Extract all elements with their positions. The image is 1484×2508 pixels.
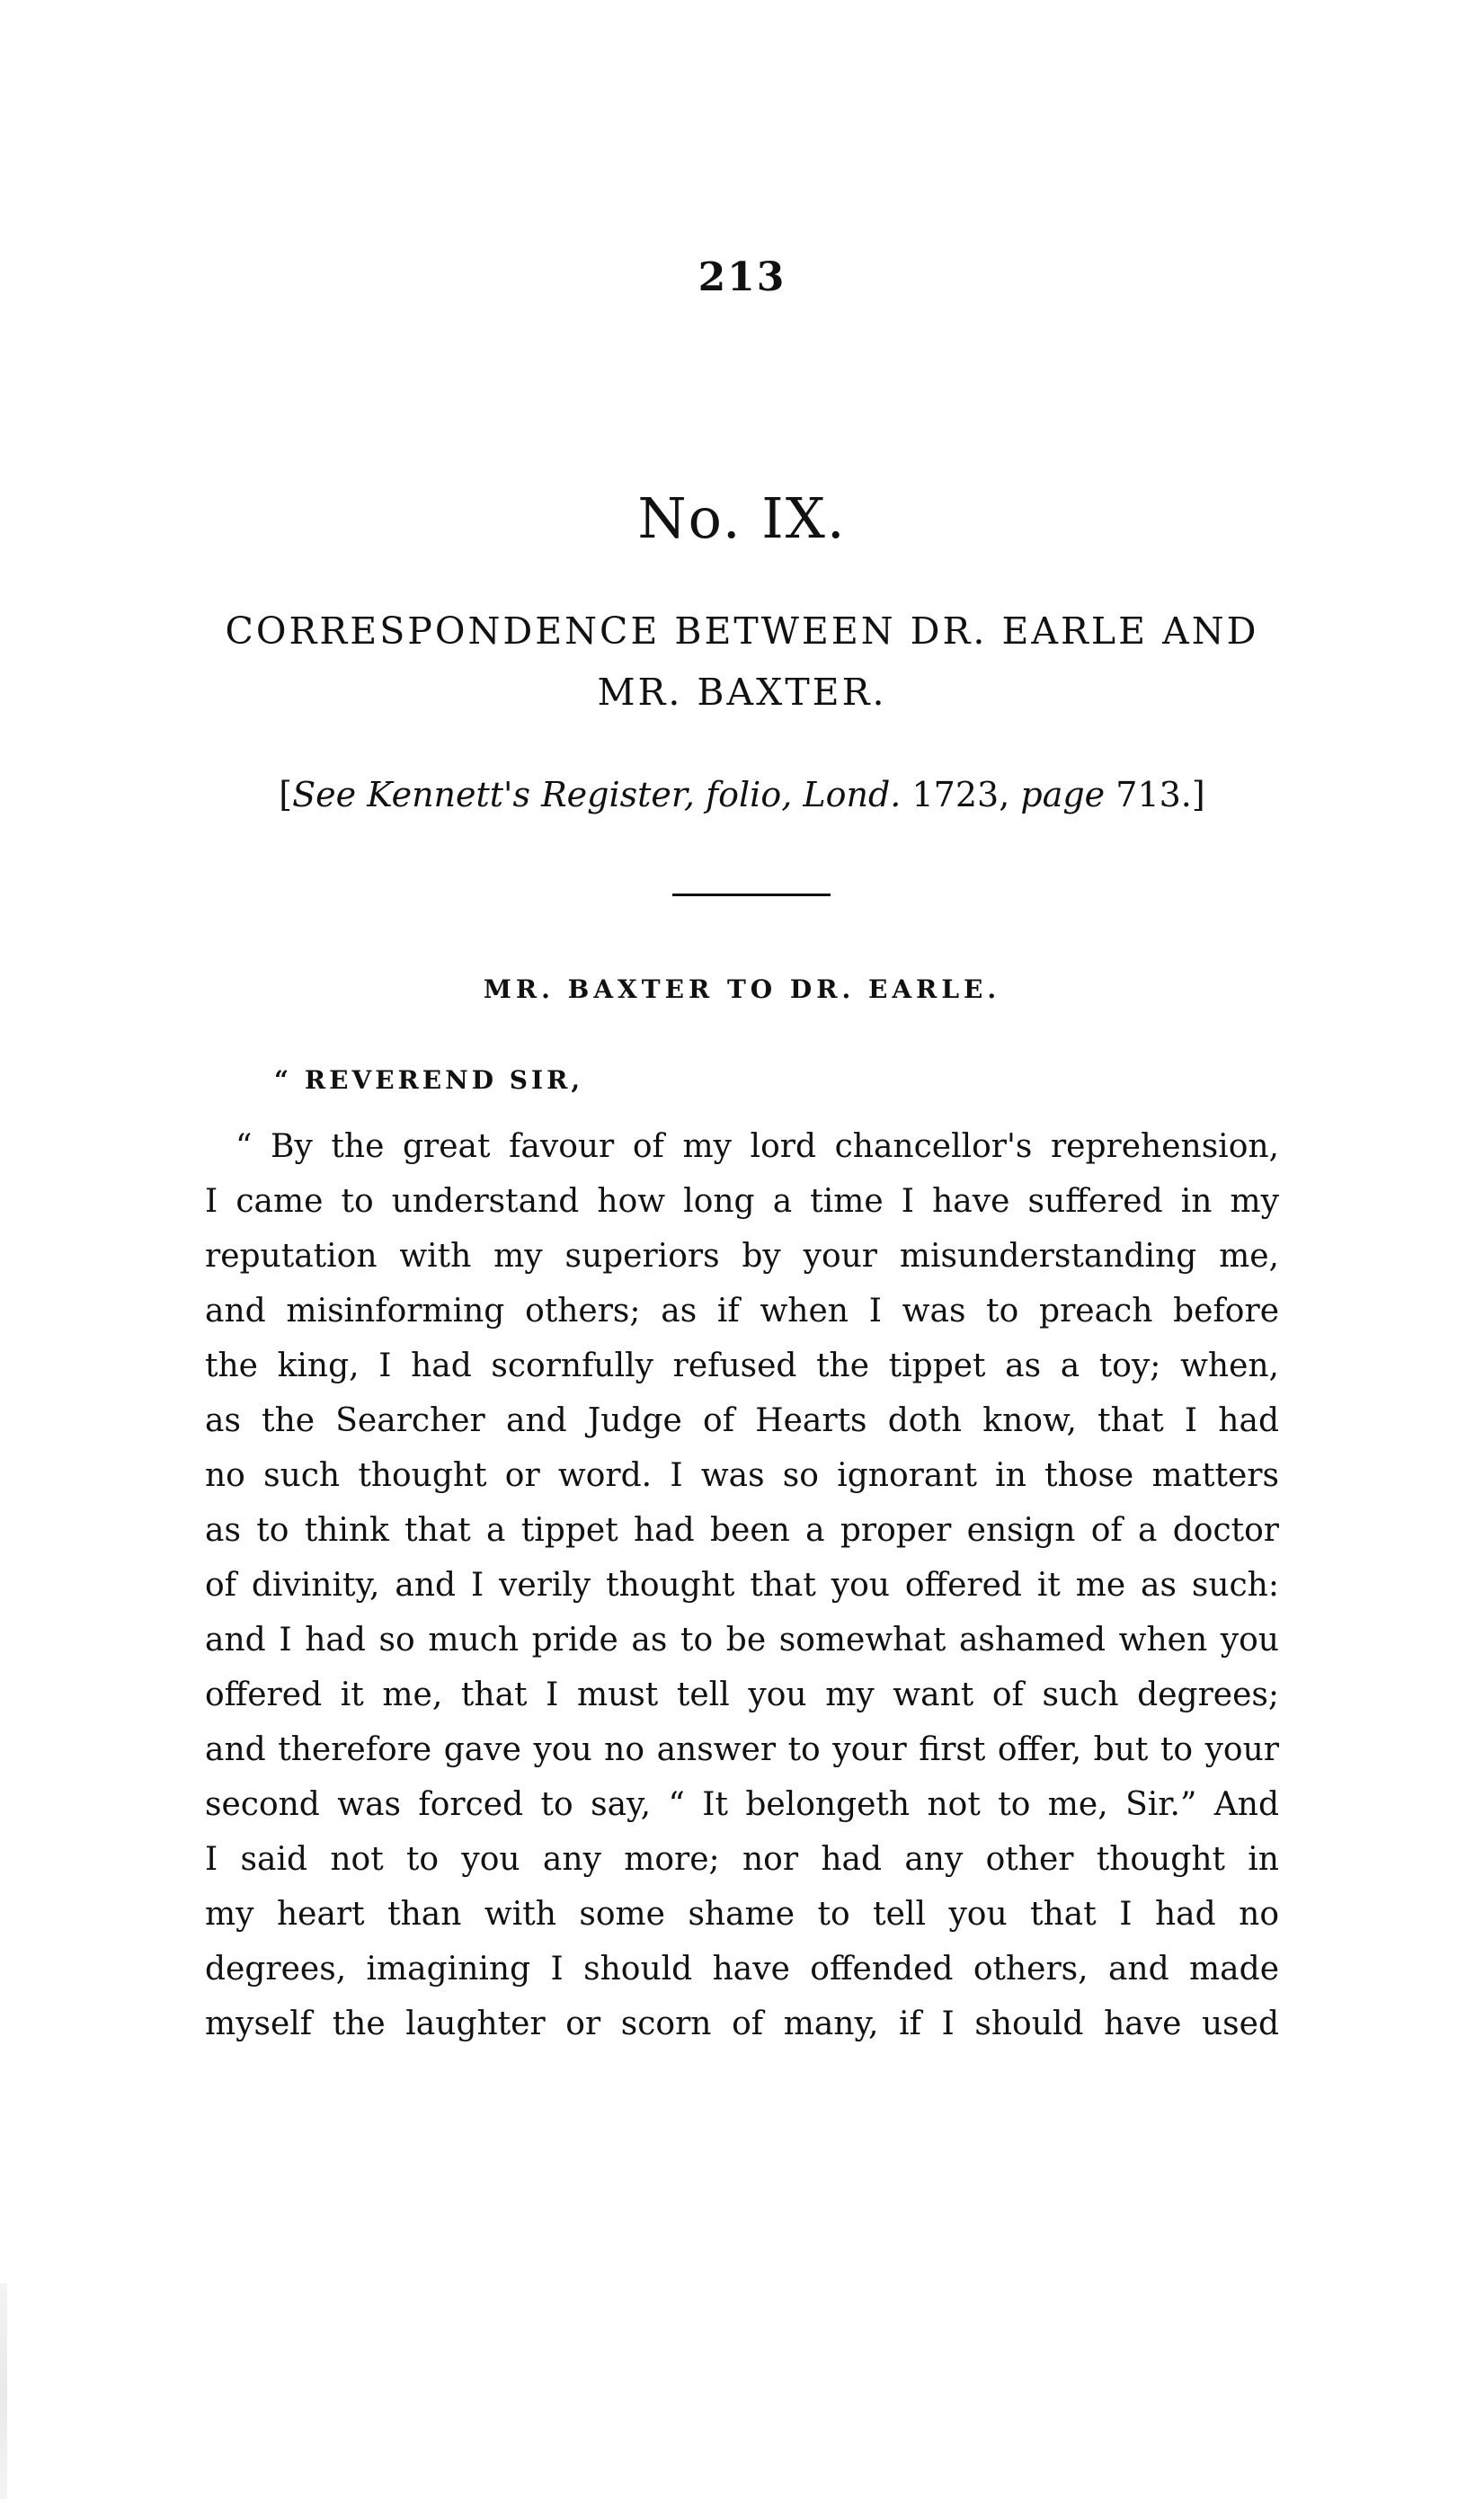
reference-register: See Kennett's Register, (292, 775, 695, 814)
letter-heading: MR. BAXTER TO DR. EARLE. (483, 974, 1001, 1004)
page-title (205, 600, 1279, 723)
scan-edge-artifact (0, 2283, 7, 2499)
body-line: of divinity, and I verily thought that you offered it me as such: (205, 1567, 1279, 1604)
body-line: the king, I had scornfully refused the tippet as a toy; when, (205, 1347, 1279, 1384)
body-line: offered it me, that I must tell you my want of such degrees; (205, 1676, 1279, 1713)
body-line: reputation with my superiors by your misunderstanding me, (205, 1238, 1279, 1275)
letter-salutation: “ REVEREND SIR, (274, 1065, 584, 1095)
body-line: as to think that a tippet had been a proper ensign of a doctor (205, 1512, 1279, 1549)
body-line: I came to understand how long a time I have suffered in my (205, 1183, 1279, 1220)
body-line: and misinforming others; as if when I was to preach before (205, 1293, 1279, 1330)
body-line: my heart than with some shame to tell you that I had no (205, 1896, 1279, 1933)
reference-page-label: page (1020, 775, 1106, 814)
body-line: no such thought or word. I was so ignorant in those matters (205, 1457, 1279, 1494)
reference-page-number: 713. (1115, 775, 1192, 814)
body-line: and I had so much pride as to be somewhat ashamed when you (205, 1622, 1279, 1659)
reference-lond: Lond. (803, 775, 902, 814)
source-reference (0, 775, 1484, 814)
title-line: MR. BAXTER. (597, 671, 887, 714)
body-line: second was forced to say, “ It belongeth not to me, Sir.” And (205, 1786, 1279, 1823)
reference-close-bracket: ] (1191, 775, 1205, 814)
page-number: 213 (698, 254, 786, 300)
title-line: CORRESPONDENCE BETWEEN DR. EARLE AND (225, 609, 1259, 653)
reference-folio: folio, (706, 775, 793, 814)
letter-body (205, 1119, 1279, 2051)
document-number: No. IX. (637, 485, 847, 551)
reference-year: 1723, (911, 775, 1010, 814)
body-line: degrees, imagining I should have offended others, and made (205, 1951, 1279, 1988)
body-line: “ By the great favour of my lord chancellor's reprehension, (235, 1128, 1279, 1165)
body-line: myself the laughter or scorn of many, if I should have used (205, 2006, 1279, 2042)
section-divider (672, 894, 831, 896)
body-line: I said not to you any more; nor had any other thought in (205, 1841, 1279, 1878)
body-line: and therefore gave you no answer to your first offer, but to your (205, 1731, 1279, 1768)
reference-open-bracket: [ (279, 775, 293, 814)
body-line: as the Searcher and Judge of Hearts doth know, that I had (205, 1402, 1279, 1439)
